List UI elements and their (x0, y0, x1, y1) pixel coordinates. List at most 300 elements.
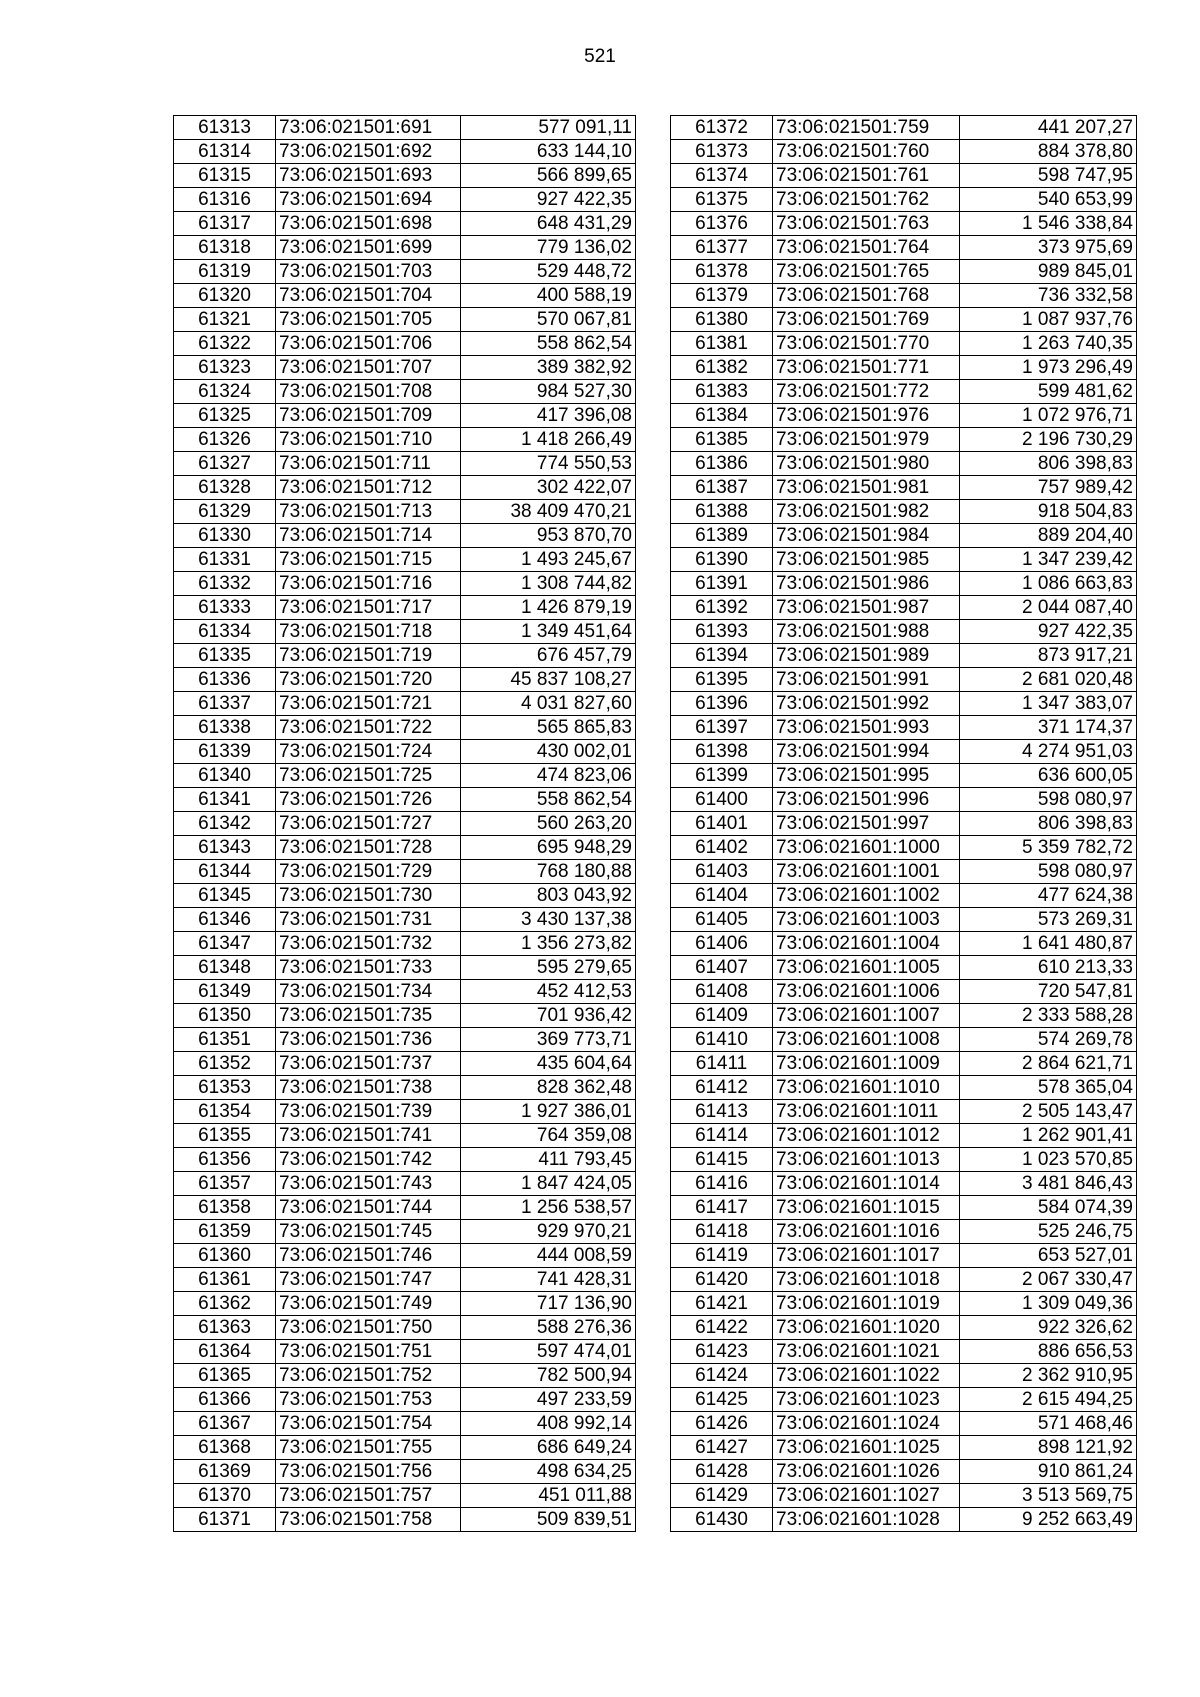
table-row (671, 1388, 1137, 1412)
row-number-cell: 61392 (671, 596, 773, 620)
table-row (174, 1364, 636, 1388)
cadastral-number-cell: 73:06:021501:735 (276, 1004, 461, 1028)
row-number-cell: 61430 (671, 1508, 773, 1532)
cadastral-number-cell: 73:06:021601:1013 (773, 1148, 960, 1172)
row-number-cell: 61401 (671, 812, 773, 836)
row-number-cell: 61426 (671, 1412, 773, 1436)
row-number-cell: 61383 (671, 380, 773, 404)
value-cell: 1 927 386,01 (461, 1100, 636, 1124)
row-number-cell: 61420 (671, 1268, 773, 1292)
value-cell: 717 136,90 (461, 1292, 636, 1316)
table-row (671, 740, 1137, 764)
value-cell: 918 504,83 (960, 500, 1137, 524)
value-cell: 597 474,01 (461, 1340, 636, 1364)
value-cell: 558 862,54 (461, 788, 636, 812)
row-number-cell: 61364 (174, 1340, 276, 1364)
cadastral-number-cell: 73:06:021601:1003 (773, 908, 960, 932)
value-cell: 2 505 143,47 (960, 1100, 1137, 1124)
cadastral-number-cell: 73:06:021501:752 (276, 1364, 461, 1388)
value-cell: 1 309 049,36 (960, 1292, 1137, 1316)
row-number-cell: 61379 (671, 284, 773, 308)
row-number-cell: 61413 (671, 1100, 773, 1124)
cadastral-number-cell: 73:06:021601:1000 (773, 836, 960, 860)
value-cell: 736 332,58 (960, 284, 1137, 308)
row-number-cell: 61382 (671, 356, 773, 380)
table-row (671, 932, 1137, 956)
table-row (174, 1004, 636, 1028)
table-row (174, 1148, 636, 1172)
row-number-cell: 61393 (671, 620, 773, 644)
value-cell: 452 412,53 (461, 980, 636, 1004)
value-cell: 4 274 951,03 (960, 740, 1137, 764)
cadastral-number-cell: 73:06:021501:986 (773, 572, 960, 596)
value-cell: 1 426 879,19 (461, 596, 636, 620)
value-cell: 1 308 744,82 (461, 572, 636, 596)
row-number-cell: 61409 (671, 1004, 773, 1028)
row-number-cell: 61320 (174, 284, 276, 308)
value-cell: 610 213,33 (960, 956, 1137, 980)
cadastral-number-cell: 73:06:021501:692 (276, 140, 461, 164)
value-cell: 2 362 910,95 (960, 1364, 1137, 1388)
row-number-cell: 61355 (174, 1124, 276, 1148)
value-cell: 373 975,69 (960, 236, 1137, 260)
cadastral-number-cell: 73:06:021501:771 (773, 356, 960, 380)
table-row (174, 644, 636, 668)
table-row (671, 476, 1137, 500)
row-number-cell: 61422 (671, 1316, 773, 1340)
value-cell: 1 493 245,67 (461, 548, 636, 572)
cadastral-number-cell: 73:06:021601:1027 (773, 1484, 960, 1508)
cadastral-number-cell: 73:06:021501:711 (276, 452, 461, 476)
value-cell: 910 861,24 (960, 1460, 1137, 1484)
cadastral-number-cell: 73:06:021501:718 (276, 620, 461, 644)
table-row (174, 860, 636, 884)
cadastral-number-cell: 73:06:021501:713 (276, 500, 461, 524)
table-row (671, 572, 1137, 596)
row-number-cell: 61429 (671, 1484, 773, 1508)
cadastral-number-cell: 73:06:021501:976 (773, 404, 960, 428)
cadastral-number-cell: 73:06:021501:698 (276, 212, 461, 236)
table-row (671, 1052, 1137, 1076)
row-number-cell: 61386 (671, 452, 773, 476)
cadastral-number-cell: 73:06:021501:736 (276, 1028, 461, 1052)
row-number-cell: 61329 (174, 500, 276, 524)
value-cell: 2 681 020,48 (960, 668, 1137, 692)
value-cell: 1 256 538,57 (461, 1196, 636, 1220)
cadastral-number-cell: 73:06:021501:717 (276, 596, 461, 620)
row-number-cell: 61328 (174, 476, 276, 500)
row-number-cell: 61408 (671, 980, 773, 1004)
row-number-cell: 61407 (671, 956, 773, 980)
value-cell: 828 362,48 (461, 1076, 636, 1100)
table-row (671, 428, 1137, 452)
table-row (671, 164, 1137, 188)
row-number-cell: 61352 (174, 1052, 276, 1076)
page-number: 521 (584, 46, 616, 67)
table-row (174, 188, 636, 212)
table-row (174, 356, 636, 380)
cadastral-number-cell: 73:06:021501:995 (773, 764, 960, 788)
value-cell: 529 448,72 (461, 260, 636, 284)
table-row (174, 1028, 636, 1052)
cadastral-number-cell: 73:06:021501:704 (276, 284, 461, 308)
row-number-cell: 61314 (174, 140, 276, 164)
cadastral-number-cell: 73:06:021601:1012 (773, 1124, 960, 1148)
value-cell: 577 091,11 (461, 116, 636, 140)
table-row (671, 1436, 1137, 1460)
table-row (671, 1196, 1137, 1220)
cadastral-number-cell: 73:06:021601:1004 (773, 932, 960, 956)
value-cell: 1 072 976,71 (960, 404, 1137, 428)
row-number-cell: 61377 (671, 236, 773, 260)
table-row (671, 1292, 1137, 1316)
value-cell: 477 624,38 (960, 884, 1137, 908)
cadastral-number-cell: 73:06:021501:982 (773, 500, 960, 524)
cadastral-number-cell: 73:06:021501:997 (773, 812, 960, 836)
row-number-cell: 61402 (671, 836, 773, 860)
value-cell: 3 513 569,75 (960, 1484, 1137, 1508)
row-number-cell: 61405 (671, 908, 773, 932)
row-number-cell: 61318 (174, 236, 276, 260)
value-cell: 566 899,65 (461, 164, 636, 188)
value-cell: 525 246,75 (960, 1220, 1137, 1244)
cadastral-number-cell: 73:06:021501:996 (773, 788, 960, 812)
cadastral-number-cell: 73:06:021501:761 (773, 164, 960, 188)
value-cell: 570 067,81 (461, 308, 636, 332)
table-row (174, 596, 636, 620)
value-cell: 984 527,30 (461, 380, 636, 404)
row-number-cell: 61373 (671, 140, 773, 164)
value-cell: 1 356 273,82 (461, 932, 636, 956)
row-number-cell: 61380 (671, 308, 773, 332)
value-cell: 1 262 901,41 (960, 1124, 1137, 1148)
row-number-cell: 61323 (174, 356, 276, 380)
cadastral-number-cell: 73:06:021501:716 (276, 572, 461, 596)
table-row (174, 308, 636, 332)
cadastral-number-cell: 73:06:021501:769 (773, 308, 960, 332)
table-row (174, 956, 636, 980)
value-cell: 2 067 330,47 (960, 1268, 1137, 1292)
value-cell: 898 121,92 (960, 1436, 1137, 1460)
cadastral-number-cell: 73:06:021501:742 (276, 1148, 461, 1172)
row-number-cell: 61316 (174, 188, 276, 212)
table-row (671, 1100, 1137, 1124)
cadastral-number-cell: 73:06:021501:733 (276, 956, 461, 980)
table-row (174, 212, 636, 236)
cadastral-number-cell: 73:06:021501:981 (773, 476, 960, 500)
table-row (174, 668, 636, 692)
value-cell: 451 011,88 (461, 1484, 636, 1508)
row-number-cell: 61396 (671, 692, 773, 716)
table-row (671, 860, 1137, 884)
value-cell: 2 864 621,71 (960, 1052, 1137, 1076)
row-number-cell: 61385 (671, 428, 773, 452)
cadastral-number-cell: 73:06:021501:768 (773, 284, 960, 308)
cadastral-number-cell: 73:06:021501:727 (276, 812, 461, 836)
cadastral-number-cell: 73:06:021501:734 (276, 980, 461, 1004)
table-row (174, 140, 636, 164)
table-row (671, 812, 1137, 836)
row-number-cell: 61418 (671, 1220, 773, 1244)
table-row (671, 908, 1137, 932)
value-cell: 741 428,31 (461, 1268, 636, 1292)
value-cell: 417 396,08 (461, 404, 636, 428)
cadastral-number-cell: 73:06:021501:721 (276, 692, 461, 716)
row-number-cell: 61322 (174, 332, 276, 356)
table-row (671, 308, 1137, 332)
table-row (174, 284, 636, 308)
cadastral-number-cell: 73:06:021501:728 (276, 836, 461, 860)
value-cell: 633 144,10 (461, 140, 636, 164)
value-cell: 599 481,62 (960, 380, 1137, 404)
row-number-cell: 61334 (174, 620, 276, 644)
table-row (671, 260, 1137, 284)
row-number-cell: 61416 (671, 1172, 773, 1196)
table-row (671, 1364, 1137, 1388)
value-cell: 598 080,97 (960, 788, 1137, 812)
cadastral-number-cell: 73:06:021601:1006 (773, 980, 960, 1004)
value-cell: 588 276,36 (461, 1316, 636, 1340)
cadastral-number-cell: 73:06:021501:741 (276, 1124, 461, 1148)
value-cell: 540 653,99 (960, 188, 1137, 212)
row-number-cell: 61340 (174, 764, 276, 788)
table-row (671, 500, 1137, 524)
cadastral-number-cell: 73:06:021501:756 (276, 1460, 461, 1484)
table-row (671, 836, 1137, 860)
value-cell: 498 634,25 (461, 1460, 636, 1484)
table-row (174, 116, 636, 140)
value-cell: 927 422,35 (461, 188, 636, 212)
row-number-cell: 61330 (174, 524, 276, 548)
table-row (174, 572, 636, 596)
table-row (671, 1124, 1137, 1148)
row-number-cell: 61388 (671, 500, 773, 524)
row-number-cell: 61423 (671, 1340, 773, 1364)
row-number-cell: 61410 (671, 1028, 773, 1052)
cadastral-number-cell: 73:06:021601:1011 (773, 1100, 960, 1124)
cadastral-number-cell: 73:06:021501:699 (276, 236, 461, 260)
table-row (174, 1508, 636, 1532)
cadastral-number-cell: 73:06:021601:1010 (773, 1076, 960, 1100)
cadastral-number-cell: 73:06:021501:731 (276, 908, 461, 932)
value-cell: 886 656,53 (960, 1340, 1137, 1364)
table-row (174, 236, 636, 260)
table-row (174, 740, 636, 764)
row-number-cell: 61381 (671, 332, 773, 356)
cadastral-number-cell: 73:06:021601:1009 (773, 1052, 960, 1076)
cadastral-number-cell: 73:06:021601:1018 (773, 1268, 960, 1292)
table-row (671, 140, 1137, 164)
cadastral-number-cell: 73:06:021601:1007 (773, 1004, 960, 1028)
row-number-cell: 61395 (671, 668, 773, 692)
row-number-cell: 61325 (174, 404, 276, 428)
cadastral-number-cell: 73:06:021601:1019 (773, 1292, 960, 1316)
table-row (174, 764, 636, 788)
table-row (671, 380, 1137, 404)
table-row (174, 428, 636, 452)
cadastral-number-cell: 73:06:021501:744 (276, 1196, 461, 1220)
table-row (174, 1340, 636, 1364)
cadastral-number-cell: 73:06:021501:994 (773, 740, 960, 764)
row-number-cell: 61390 (671, 548, 773, 572)
cadastral-number-cell: 73:06:021601:1014 (773, 1172, 960, 1196)
value-cell: 1 418 266,49 (461, 428, 636, 452)
cadastral-number-cell: 73:06:021501:749 (276, 1292, 461, 1316)
row-number-cell: 61357 (174, 1172, 276, 1196)
row-number-cell: 61415 (671, 1148, 773, 1172)
row-number-cell: 61349 (174, 980, 276, 1004)
value-cell: 560 263,20 (461, 812, 636, 836)
value-cell: 720 547,81 (960, 980, 1137, 1004)
table-row (174, 716, 636, 740)
table-row (671, 404, 1137, 428)
registry-table-right (670, 115, 1137, 1532)
table-row (671, 116, 1137, 140)
table-row (174, 1220, 636, 1244)
table-row (671, 548, 1137, 572)
row-number-cell: 61336 (174, 668, 276, 692)
row-number-cell: 61354 (174, 1100, 276, 1124)
table-row (671, 1484, 1137, 1508)
table-row (174, 164, 636, 188)
row-number-cell: 61332 (174, 572, 276, 596)
cadastral-number-cell: 73:06:021501:746 (276, 1244, 461, 1268)
cadastral-number-cell: 73:06:021601:1022 (773, 1364, 960, 1388)
table-row (174, 1268, 636, 1292)
value-cell: 4 031 827,60 (461, 692, 636, 716)
value-cell: 757 989,42 (960, 476, 1137, 500)
row-number-cell: 61421 (671, 1292, 773, 1316)
table-row (671, 356, 1137, 380)
value-cell: 1 347 383,07 (960, 692, 1137, 716)
row-number-cell: 61335 (174, 644, 276, 668)
cadastral-number-cell: 73:06:021501:710 (276, 428, 461, 452)
value-cell: 408 992,14 (461, 1412, 636, 1436)
table-row (671, 644, 1137, 668)
cadastral-number-cell: 73:06:021501:745 (276, 1220, 461, 1244)
cadastral-number-cell: 73:06:021501:743 (276, 1172, 461, 1196)
table-row (671, 332, 1137, 356)
table-row (671, 596, 1137, 620)
cadastral-number-cell: 73:06:021501:705 (276, 308, 461, 332)
cadastral-number-cell: 73:06:021501:724 (276, 740, 461, 764)
cadastral-number-cell: 73:06:021501:714 (276, 524, 461, 548)
value-cell: 648 431,29 (461, 212, 636, 236)
value-cell: 558 862,54 (461, 332, 636, 356)
cadastral-number-cell: 73:06:021501:985 (773, 548, 960, 572)
cadastral-number-cell: 73:06:021501:720 (276, 668, 461, 692)
value-cell: 3 430 137,38 (461, 908, 636, 932)
table-row (174, 260, 636, 284)
value-cell: 474 823,06 (461, 764, 636, 788)
table-row (671, 716, 1137, 740)
table-row (671, 1148, 1137, 1172)
value-cell: 371 174,37 (960, 716, 1137, 740)
value-cell: 686 649,24 (461, 1436, 636, 1460)
value-cell: 598 080,97 (960, 860, 1137, 884)
table-row (174, 1292, 636, 1316)
row-number-cell: 61348 (174, 956, 276, 980)
row-number-cell: 61387 (671, 476, 773, 500)
row-number-cell: 61376 (671, 212, 773, 236)
cadastral-number-cell: 73:06:021601:1021 (773, 1340, 960, 1364)
cadastral-number-cell: 73:06:021501:739 (276, 1100, 461, 1124)
value-cell: 2 196 730,29 (960, 428, 1137, 452)
value-cell: 1 847 424,05 (461, 1172, 636, 1196)
row-number-cell: 61358 (174, 1196, 276, 1220)
table-row (671, 764, 1137, 788)
row-number-cell: 61345 (174, 884, 276, 908)
table-row (671, 1508, 1137, 1532)
table-row (174, 548, 636, 572)
row-number-cell: 61313 (174, 116, 276, 140)
value-cell: 701 936,42 (461, 1004, 636, 1028)
cadastral-number-cell: 73:06:021501:763 (773, 212, 960, 236)
row-number-cell: 61397 (671, 716, 773, 740)
row-number-cell: 61362 (174, 1292, 276, 1316)
value-cell: 695 948,29 (461, 836, 636, 860)
value-cell: 653 527,01 (960, 1244, 1137, 1268)
value-cell: 1 546 338,84 (960, 212, 1137, 236)
table-row (671, 956, 1137, 980)
row-number-cell: 61326 (174, 428, 276, 452)
row-number-cell: 61375 (671, 188, 773, 212)
cadastral-number-cell: 73:06:021501:755 (276, 1436, 461, 1460)
cadastral-number-cell: 73:06:021601:1020 (773, 1316, 960, 1340)
table-row (174, 1316, 636, 1340)
table-row (174, 404, 636, 428)
value-cell: 578 365,04 (960, 1076, 1137, 1100)
table-row (671, 1412, 1137, 1436)
cadastral-number-cell: 73:06:021601:1001 (773, 860, 960, 884)
table-row (671, 1028, 1137, 1052)
row-number-cell: 61315 (174, 164, 276, 188)
value-cell: 9 252 663,49 (960, 1508, 1137, 1532)
table-row (174, 1052, 636, 1076)
row-number-cell: 61372 (671, 116, 773, 140)
row-number-cell: 61374 (671, 164, 773, 188)
value-cell: 873 917,21 (960, 644, 1137, 668)
cadastral-number-cell: 73:06:021501:703 (276, 260, 461, 284)
value-cell: 2 044 087,40 (960, 596, 1137, 620)
cadastral-number-cell: 73:06:021501:712 (276, 476, 461, 500)
value-cell: 444 008,59 (461, 1244, 636, 1268)
table-row (671, 980, 1137, 1004)
table-row (174, 1196, 636, 1220)
row-number-cell: 61324 (174, 380, 276, 404)
cadastral-number-cell: 73:06:021501:764 (773, 236, 960, 260)
cadastral-number-cell: 73:06:021501:754 (276, 1412, 461, 1436)
value-cell: 889 204,40 (960, 524, 1137, 548)
cadastral-number-cell: 73:06:021601:1026 (773, 1460, 960, 1484)
registry-table-left (173, 115, 636, 1532)
table-row (174, 500, 636, 524)
cadastral-number-cell: 73:06:021501:722 (276, 716, 461, 740)
row-number-cell: 61419 (671, 1244, 773, 1268)
row-number-cell: 61400 (671, 788, 773, 812)
row-number-cell: 61319 (174, 260, 276, 284)
row-number-cell: 61365 (174, 1364, 276, 1388)
value-cell: 389 382,92 (461, 356, 636, 380)
row-number-cell: 61368 (174, 1436, 276, 1460)
value-cell: 1 263 740,35 (960, 332, 1137, 356)
cadastral-number-cell: 73:06:021501:759 (773, 116, 960, 140)
cadastral-number-cell: 73:06:021601:1015 (773, 1196, 960, 1220)
cadastral-number-cell: 73:06:021501:706 (276, 332, 461, 356)
table-row (174, 524, 636, 548)
cadastral-number-cell: 73:06:021501:709 (276, 404, 461, 428)
value-cell: 779 136,02 (461, 236, 636, 260)
